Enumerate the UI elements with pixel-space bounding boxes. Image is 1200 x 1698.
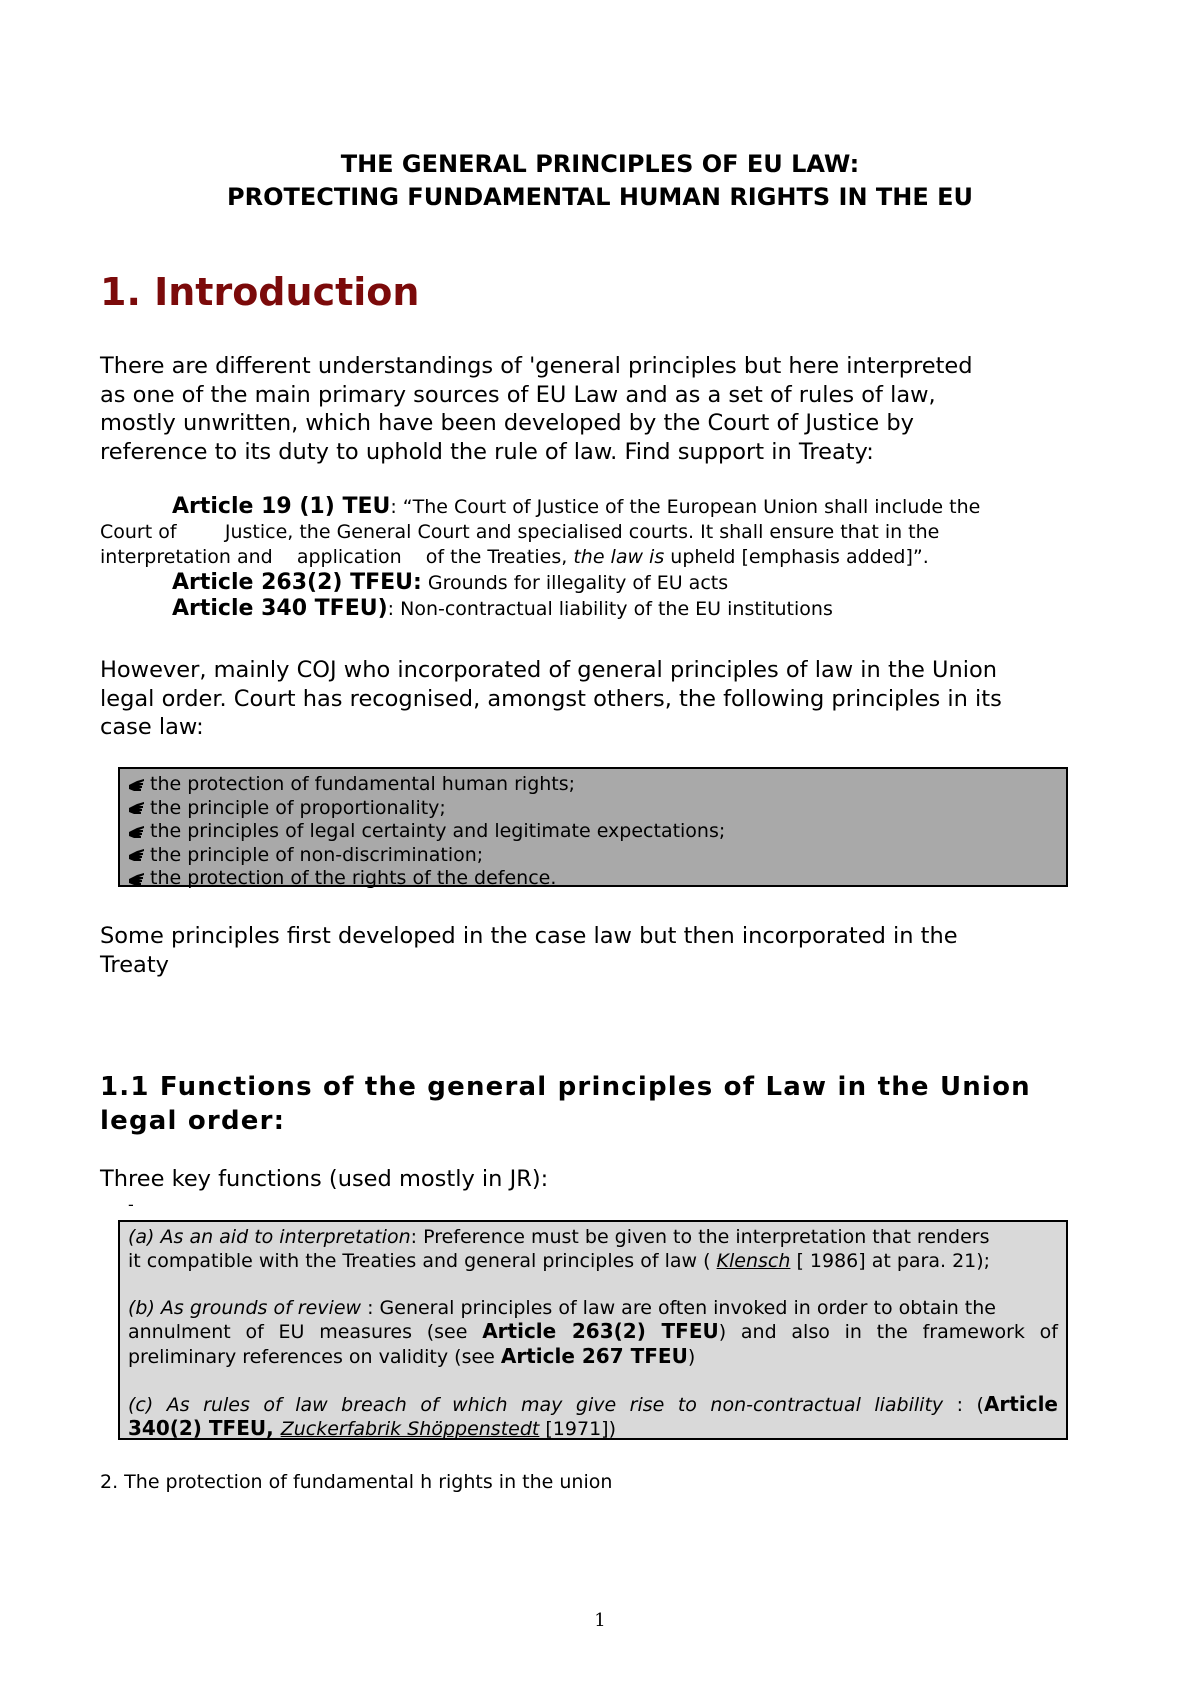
intro-line: reference to its duty to uphold the rule of law. Find support in Treaty:	[100, 438, 874, 465]
document-page	[100, 0, 1100, 1698]
principle-item: the principle of proportionality;	[128, 797, 1058, 821]
pointing-hand-icon	[128, 777, 146, 793]
functions-box	[118, 1220, 1068, 1440]
principle-item: the principles of legal certainty and legitimate expectations;	[128, 820, 1058, 844]
however-line: legal order. Court has recognised, amongst others, the following principles in its	[100, 685, 1002, 712]
function-b-line-2: annulment of EU measures (see Article 263(2) TFEU) and also in the framework of	[128, 1319, 1058, 1343]
function-b-line-1: (b) As grounds of review : General principles of law are often invoked in order to obtain the	[128, 1296, 996, 1319]
emphasis-text: the law is	[573, 546, 665, 568]
however-line: case law:	[100, 714, 204, 740]
article-19-line-1: Article 19 (1) TEU: “The Court of Justice of the European Union shall include the	[172, 494, 981, 519]
article-340-line: Article 340 TFEU): Non-contractual liability of the EU institutions	[172, 596, 833, 621]
page-number: 1	[594, 1610, 606, 1631]
case-klensch: Klensch	[716, 1249, 791, 1272]
dash-marker: -	[128, 1195, 134, 1214]
some-line: Some principles first developed in the case law but then incorporated in the	[100, 923, 958, 949]
article-19-line-3: interpretation and application of the Treaties, the law is upheld [emphasis added]”.	[100, 546, 929, 568]
article-263-label: Article 263(2) TFEU:	[172, 570, 422, 595]
however-line: However, mainly COJ who incorporated of general principles of law in the Union	[100, 657, 998, 683]
principle-item: the protection of the rights of the defence.	[128, 867, 1058, 891]
function-c-line-1: (c) As rules of law breach of which may give rise to non-contractual liability : (Article	[128, 1391, 1058, 1416]
principle-item: the principle of non-discrimination;	[128, 844, 1058, 868]
section-1-heading: 1. Introduction	[100, 270, 420, 314]
intro-paragraph	[100, 352, 1070, 466]
function-c-line-2: 340(2) TFEU, Zuckerfabrik Shöppenstedt [1971])	[128, 1416, 616, 1440]
principles-box	[118, 767, 1068, 887]
pointing-hand-icon	[128, 871, 146, 887]
some-principles-paragraph	[100, 922, 1070, 979]
intro-line: mostly unwritten, which have been developed by the Court of Justice by	[100, 410, 914, 436]
function-b-line-3: preliminary references on validity (see Article 267 TFEU)	[128, 1343, 696, 1368]
intro-line: There are different understandings of 'general principles but here interpreted	[100, 353, 973, 379]
pointing-hand-icon	[128, 847, 146, 863]
section-1-1-heading-line-2: legal order:	[100, 1106, 286, 1136]
section-2-heading: 2. The protection of fundamental h rights in the union	[100, 1471, 613, 1493]
functions-intro: Three key functions (used mostly in JR):	[100, 1166, 549, 1192]
pointing-hand-icon	[128, 824, 146, 840]
treaty-articles	[100, 494, 1090, 622]
intro-line: as one of the main primary sources of EU Law and as a set of rules of law,	[100, 381, 936, 408]
function-a-line-2: it compatible with the Treaties and general principles of law ( Klensch [ 1986] at para. 21);	[128, 1249, 991, 1272]
article-340-label: Article 340 TFEU)	[172, 596, 388, 621]
case-zuckerfabrik: Zuckerfabrik Shöppenstedt	[280, 1418, 540, 1440]
article-263-line: Article 263(2) TFEU: Grounds for illegality of EU acts	[172, 570, 729, 595]
document-title	[100, 148, 1100, 214]
some-line: Treaty	[100, 951, 169, 978]
principle-item: the protection of fundamental human rights;	[128, 773, 1058, 797]
however-paragraph	[100, 656, 1070, 742]
function-a-line-1: (a) As an aid to interpretation: Preference must be given to the interpretation that renders	[128, 1226, 990, 1248]
section-1-1-heading-line-1: 1.1 Functions of the general principles of Law in the Union	[100, 1072, 1031, 1102]
title-line-1: THE GENERAL PRINCIPLES OF EU LAW:	[340, 150, 860, 178]
section-1-1-heading	[100, 1070, 1075, 1138]
pointing-hand-icon	[128, 800, 146, 816]
article-19-line-2: Court of Justice, the General Court and specialised courts. It shall ensure that in the	[100, 521, 940, 543]
article-19-label: Article 19 (1) TEU	[172, 494, 391, 519]
title-line-2: PROTECTING FUNDAMENTAL HUMAN RIGHTS IN THE EU	[227, 183, 973, 211]
